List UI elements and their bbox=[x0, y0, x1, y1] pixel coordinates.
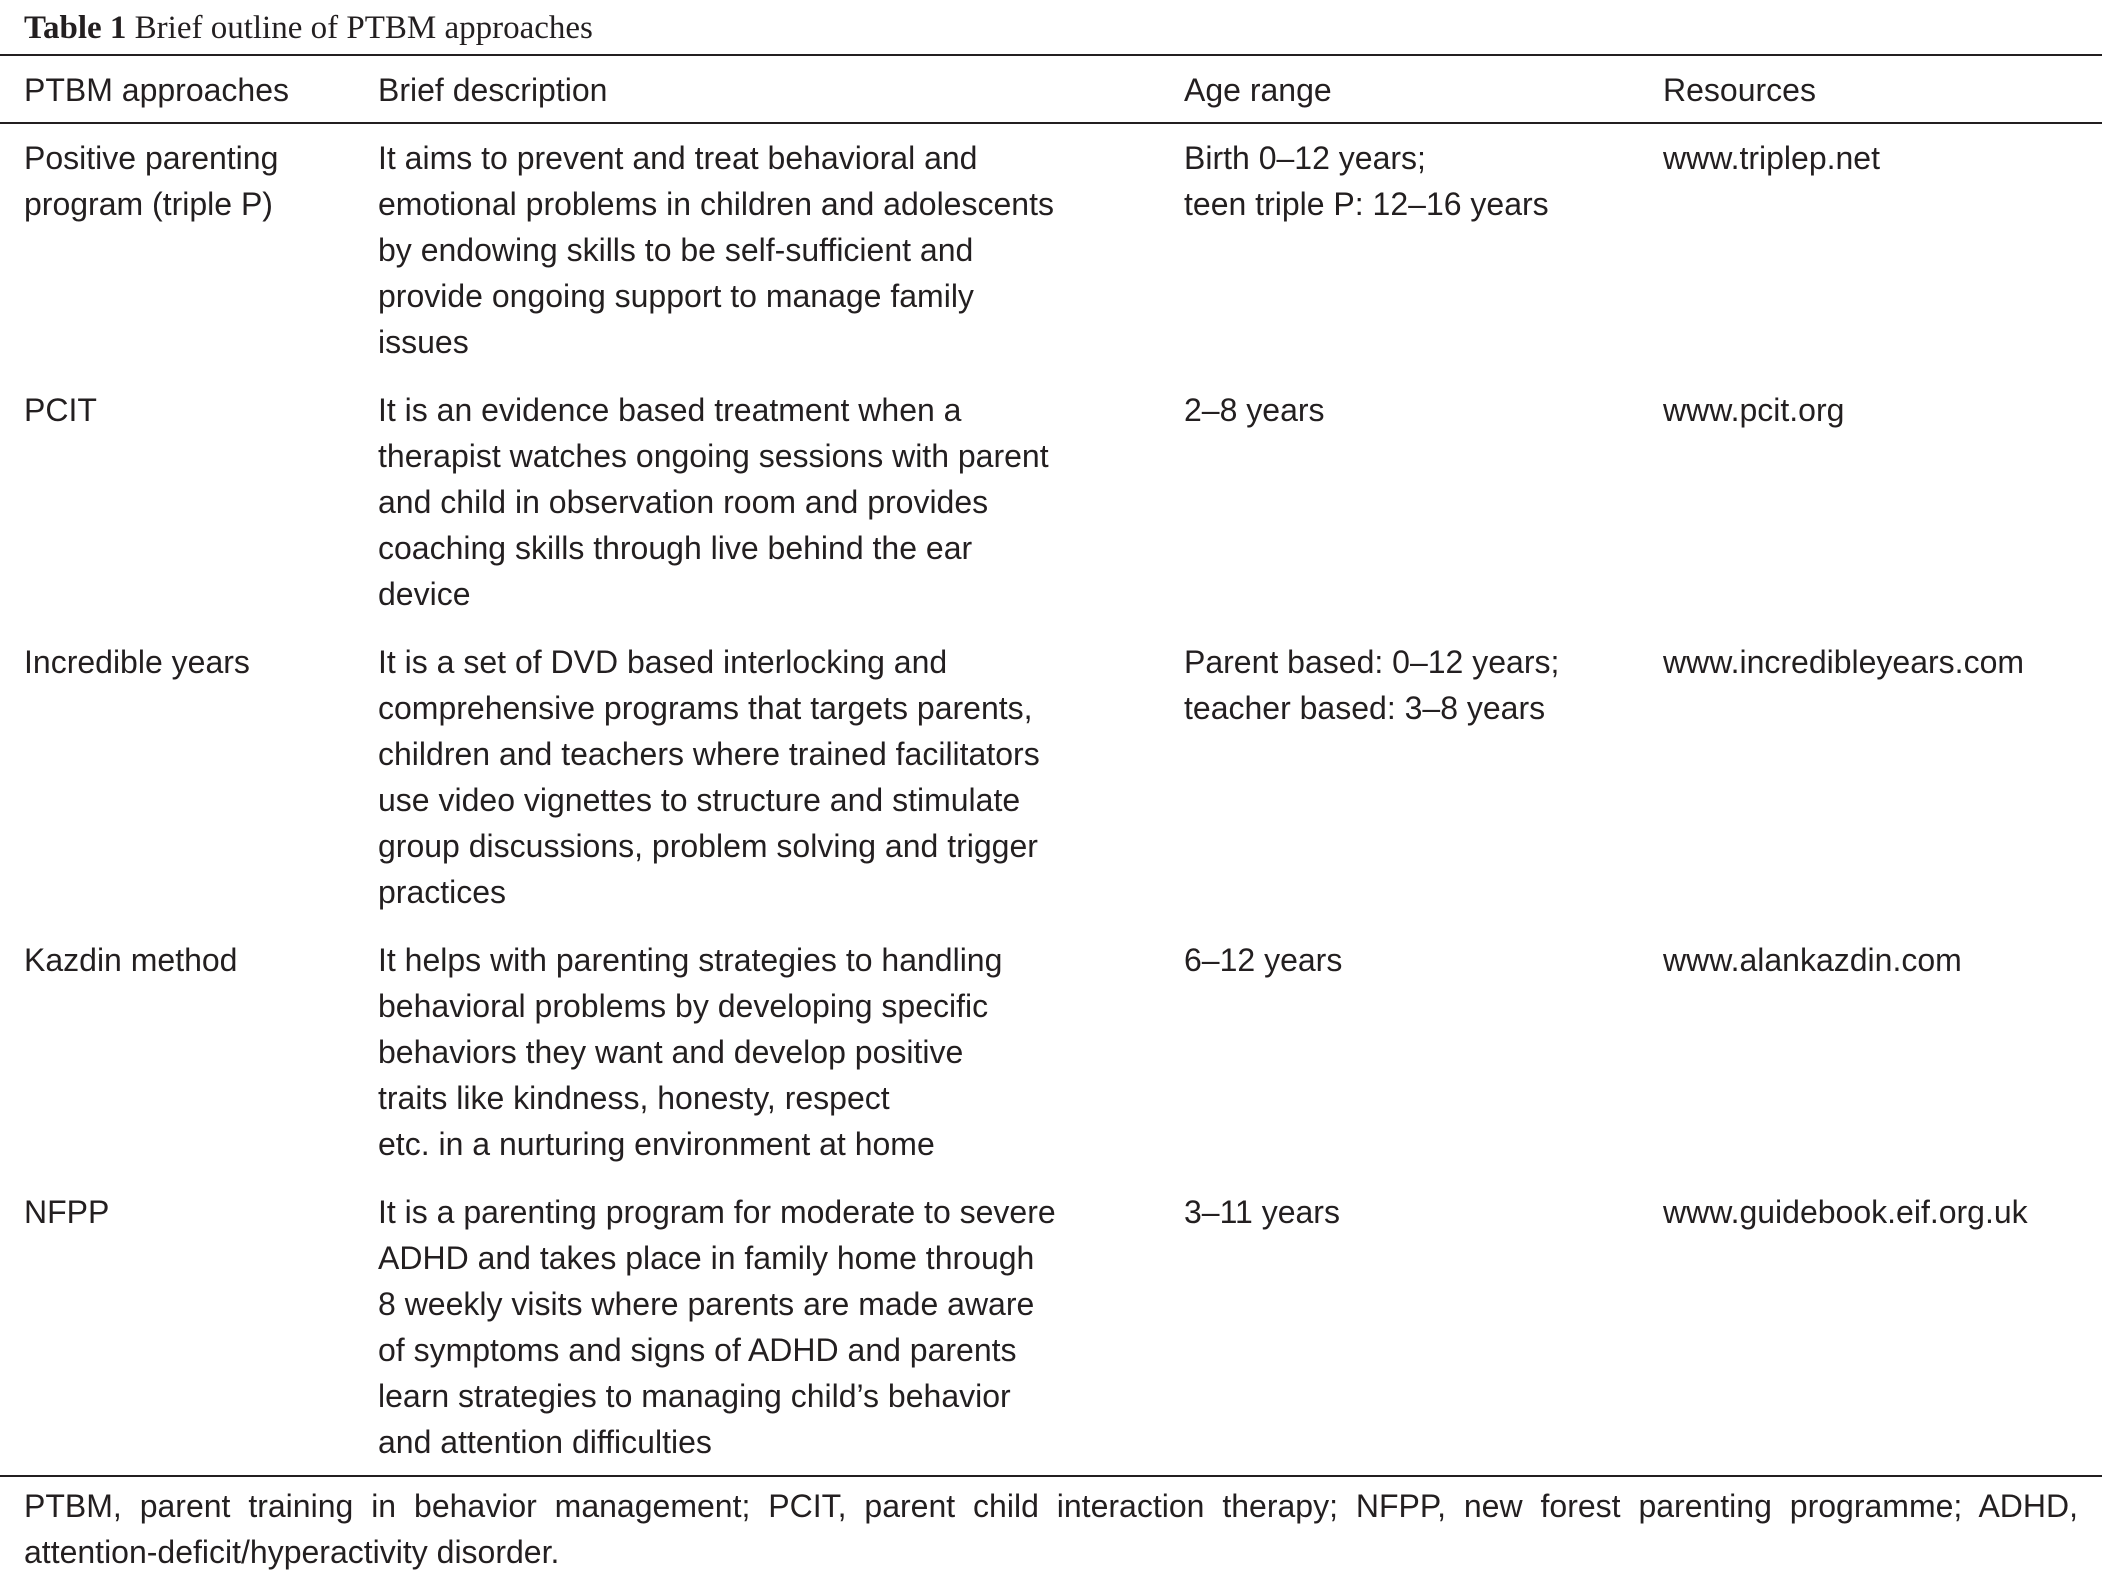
row-1-description bbox=[378, 135, 1054, 365]
row-3-approach bbox=[24, 639, 250, 685]
row-5-age-range bbox=[1184, 1189, 1340, 1235]
table-caption-title: Brief outline of PTBM approaches bbox=[134, 10, 593, 46]
column-header-description: Brief description bbox=[378, 72, 608, 108]
column-header-resources: Resources bbox=[1663, 72, 1816, 108]
row-5-approach bbox=[24, 1189, 109, 1235]
row-5-description-line: and attention difficulties bbox=[378, 1424, 712, 1460]
row-3-approach-line: Incredible years bbox=[24, 644, 250, 680]
row-3-description-line: use video vignettes to structure and stimulate bbox=[378, 782, 1021, 818]
row-4-description-line: It helps with parenting strategies to handling bbox=[378, 942, 1003, 978]
row-4-age-line: 6–12 years bbox=[1184, 942, 1343, 978]
row-2-description-line: device bbox=[378, 576, 471, 612]
table-caption bbox=[24, 8, 593, 48]
row-5-description-line: 8 weekly visits where parents are made aware bbox=[378, 1286, 1035, 1322]
row-5-description-line: learn strategies to managing child’s behavior bbox=[378, 1378, 1011, 1414]
row-3-resource: www.incredibleyears.com bbox=[1663, 644, 2025, 680]
row-1-description-line: issues bbox=[378, 324, 469, 360]
row-4-approach-line: Kazdin method bbox=[24, 942, 238, 978]
column-header-age-range: Age range bbox=[1184, 72, 1332, 108]
row-1-age-line: Birth 0–12 years; bbox=[1184, 140, 1426, 176]
row-2-description-line: and child in observation room and provides bbox=[378, 484, 989, 520]
row-3-age-line: Parent based: 0–12 years; bbox=[1184, 644, 1560, 680]
column-header-approaches: PTBM approaches bbox=[24, 72, 290, 108]
row-1-age-line: teen triple P: 12–16 years bbox=[1184, 186, 1549, 222]
row-1-age-range bbox=[1184, 135, 1549, 227]
row-3-description-line: comprehensive programs that targets parents, bbox=[378, 690, 1033, 726]
row-1-resource: www.triplep.net bbox=[1663, 140, 1880, 176]
row-3-description bbox=[378, 639, 1040, 915]
footnote-line: attention-deficit/hyperactivity disorder. bbox=[24, 1534, 560, 1570]
row-2-approach bbox=[24, 387, 97, 433]
table-footnote bbox=[24, 1483, 2078, 1575]
row-1-approach-line: Positive parenting bbox=[24, 140, 279, 176]
row-1-description-line: It aims to prevent and treat behavioral and bbox=[378, 140, 978, 176]
row-2-description-line: coaching skills through live behind the ear bbox=[378, 530, 973, 566]
row-2-approach-line: PCIT bbox=[24, 392, 97, 428]
row-1-approach-line: program (triple P) bbox=[24, 186, 273, 222]
row-2-age-line: 2–8 years bbox=[1184, 392, 1325, 428]
row-2-age-range bbox=[1184, 387, 1325, 433]
row-4-description-line: behavioral problems by developing specific bbox=[378, 988, 989, 1024]
row-5-resource: www.guidebook.eif.org.uk bbox=[1663, 1194, 2028, 1230]
row-4-approach bbox=[24, 937, 237, 983]
row-1-description-line: emotional problems in children and adolescents bbox=[378, 186, 1054, 222]
row-2-resource: www.pcit.org bbox=[1663, 392, 1845, 428]
row-2-description-line: therapist watches ongoing sessions with parent bbox=[378, 438, 1049, 474]
row-4-age-range bbox=[1184, 937, 1342, 983]
table-bottom-rule bbox=[0, 1475, 2102, 1477]
row-3-age-range bbox=[1184, 639, 1559, 731]
row-2-description-line: It is an evidence based treatment when a bbox=[378, 392, 962, 428]
row-4-description bbox=[378, 937, 1002, 1167]
row-5-age-line: 3–11 years bbox=[1184, 1194, 1340, 1230]
row-5-description-line: of symptoms and signs of ADHD and parents bbox=[378, 1332, 1017, 1368]
table-top-rule bbox=[0, 54, 2102, 56]
row-5-description bbox=[378, 1189, 1056, 1465]
table-header-rule bbox=[0, 122, 2102, 124]
row-3-age-line: teacher based: 3–8 years bbox=[1184, 690, 1546, 726]
footnote-line: PTBM, parent training in behavior management; PCIT, parent child interaction therapy; NFPP, new forest parenting programme; ADHD, bbox=[24, 1488, 2078, 1524]
row-5-description-line: It is a parenting program for moderate to severe bbox=[378, 1194, 1056, 1230]
row-5-description-line: ADHD and takes place in family home through bbox=[378, 1240, 1035, 1276]
row-4-description-line: etc. in a nurturing environment at home bbox=[378, 1126, 935, 1162]
row-1-approach bbox=[24, 135, 278, 227]
table-caption-label: Table 1 bbox=[24, 10, 127, 46]
row-1-description-line: by endowing skills to be self-sufficient and bbox=[378, 232, 974, 268]
row-2-description bbox=[378, 387, 1049, 617]
row-4-description-line: traits like kindness, honesty, respect bbox=[378, 1080, 890, 1116]
row-3-description-line: children and teachers where trained facilitators bbox=[378, 736, 1040, 772]
row-3-description-line: group discussions, problem solving and trigger bbox=[378, 828, 1038, 864]
row-3-description-line: It is a set of DVD based interlocking and bbox=[378, 644, 948, 680]
row-4-resource: www.alankazdin.com bbox=[1663, 942, 1962, 978]
row-3-description-line: practices bbox=[378, 874, 507, 910]
row-1-description-line: provide ongoing support to manage family bbox=[378, 278, 974, 314]
row-4-description-line: behaviors they want and develop positive bbox=[378, 1034, 964, 1070]
row-5-approach-line: NFPP bbox=[24, 1194, 110, 1230]
